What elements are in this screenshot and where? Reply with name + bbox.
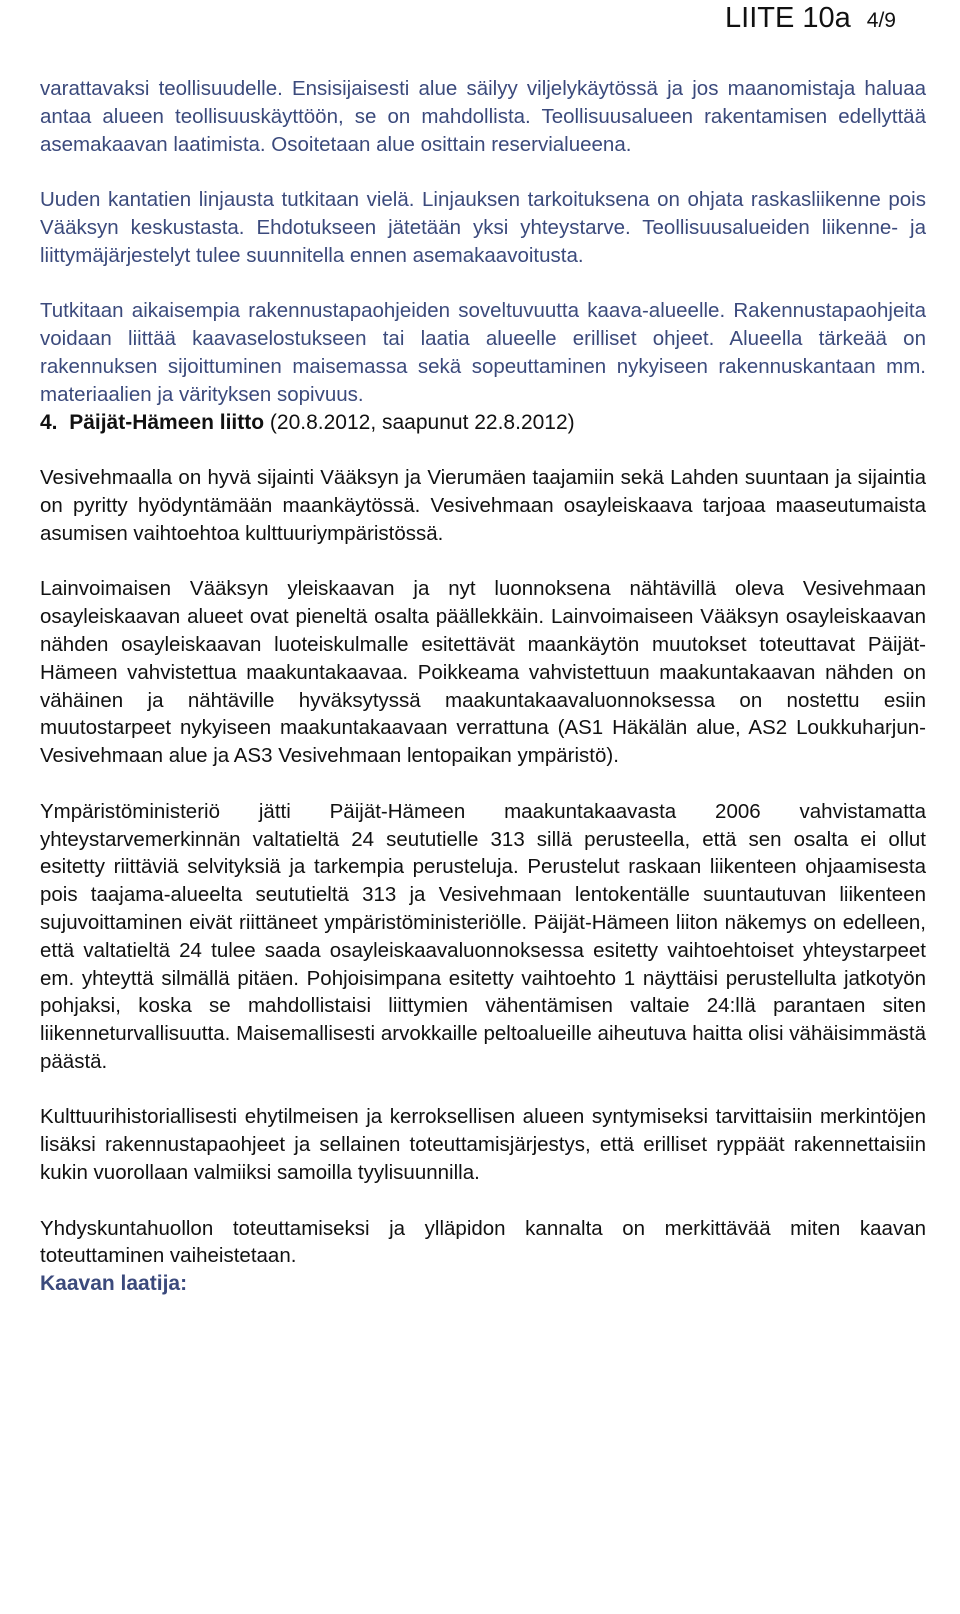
paragraph: Tutkitaan aikaisempia rakennustapaohjeiden soveltuvuutta kaava-alueelle. Rakennustapaohjeita voidaan liittää kaavaselostukseen tai laatia alueelle erilliset ohjeet. Alueella tärkeää on rakennuksen sijoittuminen maisemassa sekä sopeuttaminen nykyiseen rakennuskantaan mm. materiaalien ja värityksen sopivuus.	[40, 299, 926, 406]
paragraph: Uuden kantatien linjausta tutkitaan vielä. Linjauksen tarkoituksena on ohjata raskasliikenne pois Vääksyn keskustasta. Ehdotukseen jätetään yksi yhteystarve. Teollisuusalueiden liikenne- ja liittymäjärjestelyt tulee suunnitella ennen asemakaavoitusta.	[40, 188, 926, 267]
paragraph: varattavaksi teollisuudelle. Ensisijaisesti alue säilyy viljelykäytössä ja jos maanomistaja haluaa antaa alueen teollisuuskäyttöön, se on mahdollista. Teollisuusalueen rakentamisen edellyttää asemakaavan laatimista. Osoitetaan alue osittain reservialueena.	[40, 77, 926, 156]
attachment-label: LIITE 10a	[725, 2, 851, 34]
paragraph: Yhdyskuntahuollon toteuttamiseksi ja ylläpidon kannalta on merkittävää miten kaavan toteuttaminen vaiheistetaan.	[40, 1216, 926, 1268]
section-number: 4.	[40, 410, 58, 434]
paragraph: Vesivehmaalla on hyvä sijainti Vääksyn ja Vierumäen taajamiin sekä Lahden suuntaan ja sijaintia on pyritty hyödyntämään maankäytössä. Vesivehmaan osayleiskaava tarjoaa maaseutumaista asumisen vaihtoehtoa kulttuuriympäristössä.	[40, 466, 926, 545]
page-header	[725, 0, 896, 38]
section-title: Päijät-Hämeen liitto	[69, 410, 265, 434]
paragraph: Kulttuurihistoriallisesti ehytilmeisen ja kerroksellisen alueen syntymiseksi tarvittaisiin merkintöjen lisäksi rakennustapaohjeet ja sellainen toteuttamisjärjestys, että erilliset ryppäät rakennettaisiin kukin vuorollaan valmiiksi samoilla tyylisuunnilla.	[40, 1105, 926, 1185]
paragraph: Lainvoimaisen Vääksyn yleiskaavan ja nyt luonnoksena nähtävillä oleva Vesivehmaan osayleiskaavan alueet ovat pieneltä osalta päällekkäin. Lainvoimaiseen Vääksyn osayleiskaavan nähden osayleiskaavan luoteiskulmalle esitettävät maankäytön muutokset toteuttavat Päijät-Hämeen vahvistettua maakuntakaavaa. Poikkeama vahvistettuun maakuntakaavan nähden on vähäinen ja nähtäville hyväksytyssä maakuntakaavaluonnoksessa on nostettu esiin muutostarpeet nykyiseen maakuntakaavaan verrattuna (AS1 Häkälän alue, AS2 Loukkuharjun- Vesivehmaan alue ja AS3 Vesivehmaan lentopaikan ympäristö).	[40, 577, 926, 768]
section-heading	[40, 409, 926, 437]
signature-label: Kaavan laatija:	[40, 1272, 188, 1296]
section-dates: (20.8.2012, saapunut 22.8.2012)	[264, 410, 575, 434]
paragraph: Ympäristöministeriö jätti Päijät-Hämeen maakuntakaavasta 2006 vahvistamatta yhteystarvemerkinnän valtatieltä 24 seututielle 313 sillä perusteella, että sen osalta ei ollut esitetty riittäviä selvityksiä ja tarkempia perusteluja. Perustelut raskaan liikenteen ohjaamisesta pois taajama-alueelta seututieltä 313 ja Vesivehmaan lentokentälle suuntautuvan liikenteen sujuvoittaminen eivät riittäneet ympäristöministeriölle. Päijät-Hämeen liiton näkemys on edelleen, että valtatieltä 24 tulee saada osayleiskaavaluonnoksessa esitetty vaihtoehtoiset yhteystarpeet em. yhteyttä silmällä pitäen. Pohjoisimpana esitetty vaihtoehto 1 näyttäisi perustellulta jatkotyön pohjaksi, koska se mahdollistaisi liittymien vähentämisen valtaie 24:llä parantaen siten liikenneturvallisuutta. Maisemallisesti arvokkaille peltoalueille aiheutuva haitta olisi vähäisimmästä päästä.	[40, 799, 926, 1073]
page-number: 4/9	[866, 9, 896, 32]
document-body	[40, 75, 926, 1298]
